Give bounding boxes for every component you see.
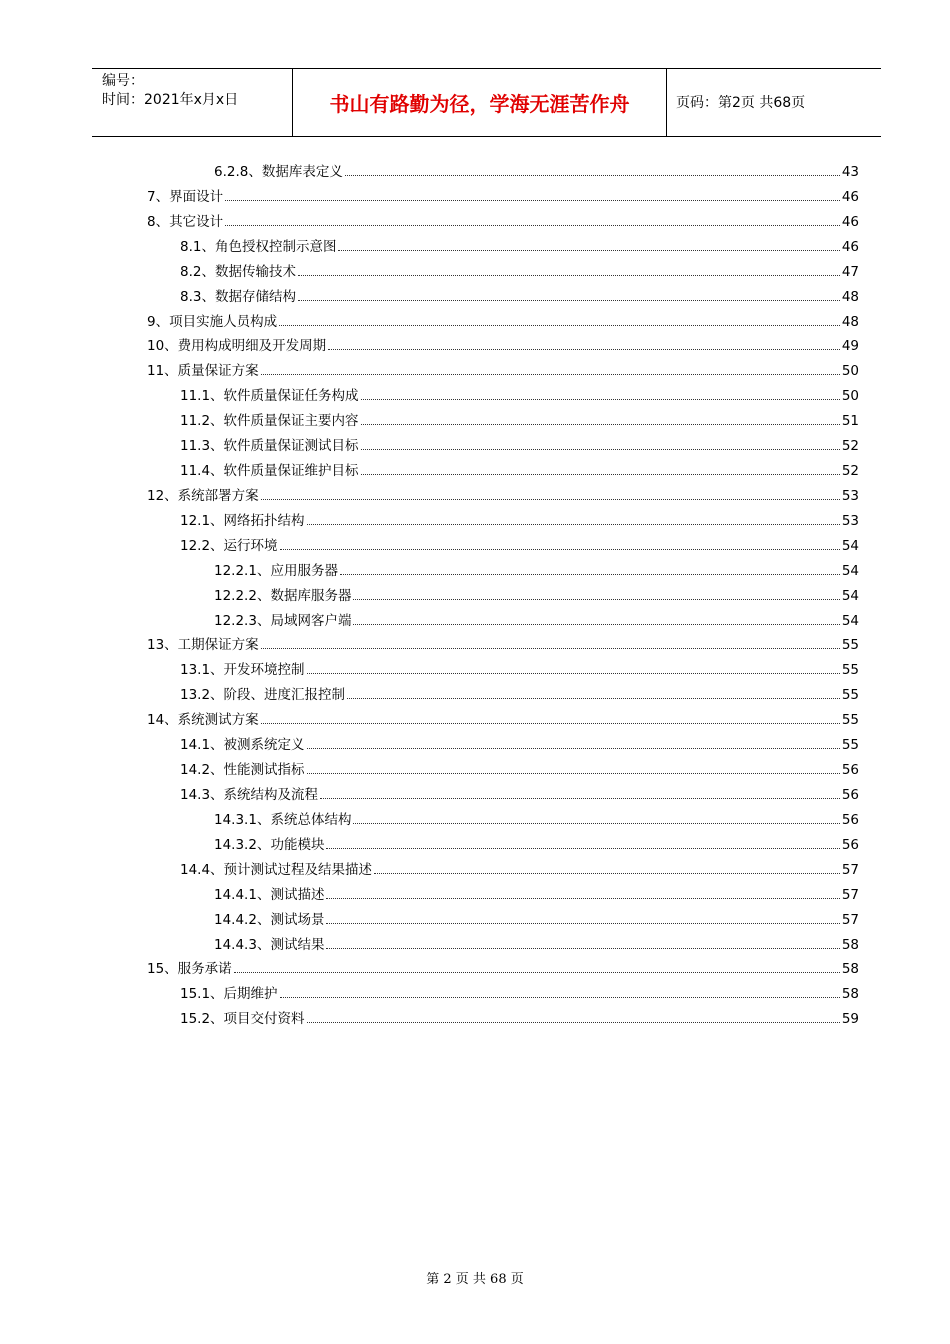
toc-entry-page-number: 52: [841, 438, 859, 455]
toc-entry-page-number: 54: [841, 562, 859, 579]
toc-entry[interactable]: [214, 159, 859, 181]
toc-entry-page-number: 54: [841, 612, 859, 629]
toc-leader-dots: [326, 948, 839, 949]
toc-entry-title: 12.1、网络拓扑结构: [180, 512, 305, 529]
toc-leader-dots: [326, 848, 839, 849]
toc-entry-title: 8.1、角色授权控制示意图: [180, 238, 337, 255]
document-number-label: 编号：: [102, 73, 144, 89]
toc-entry[interactable]: [180, 981, 859, 1003]
toc-entry-title: 14.3、系统结构及流程: [180, 787, 319, 803]
toc-entry-title: 13、工期保证方案: [147, 637, 259, 654]
toc-entry-title: 9、项目实施人员构成: [147, 313, 278, 330]
header-page-cell: [666, 69, 881, 136]
toc-leader-dots: [340, 574, 840, 575]
toc-entry[interactable]: [180, 732, 859, 754]
toc-entry[interactable]: [147, 707, 859, 729]
toc-entry-title: 12.2.2、数据库服务器: [214, 587, 352, 604]
toc-entry[interactable]: [180, 757, 859, 779]
toc-leader-dots: [261, 723, 840, 724]
header-page-code: 页码：第2页 共68页: [676, 95, 806, 111]
toc-leader-dots: [361, 449, 840, 450]
toc-leader-dots: [326, 923, 839, 924]
toc-entry-title: 15.1、后期维护: [180, 986, 278, 1003]
toc-entry-title: 12、系统部署方案: [147, 487, 259, 504]
toc-leader-dots: [279, 325, 840, 326]
toc-leader-dots: [338, 250, 839, 251]
toc-entry-title: 12.2.3、局域网客户端: [214, 612, 352, 629]
toc-leader-dots: [361, 424, 840, 425]
toc-entry-page-number: 55: [841, 637, 859, 654]
toc-entry-title: 8.3、数据存储结构: [180, 288, 296, 305]
page-footer: 第 2 页 共 68 页: [426, 1272, 524, 1287]
toc-entry-title: 12.2.1、应用服务器: [214, 562, 338, 579]
toc-entry-page-number: 51: [841, 413, 859, 430]
toc-leader-dots: [225, 200, 840, 201]
toc-entry[interactable]: [180, 782, 859, 804]
toc-entry-title: 12.2、运行环境: [180, 537, 278, 554]
toc-entry[interactable]: [147, 333, 859, 355]
toc-entry[interactable]: [147, 358, 859, 380]
toc-entry[interactable]: [214, 907, 859, 929]
toc-leader-dots: [353, 624, 839, 625]
toc-entry-title: 14.4.3、测试结果: [214, 936, 325, 953]
toc-entry-page-number: 53: [841, 487, 859, 504]
toc-leader-dots: [225, 225, 840, 226]
toc-entry-page-number: 50: [841, 388, 859, 405]
toc-entry[interactable]: [180, 458, 859, 480]
header-motto: 书山有路勤为径，学海无涯苦作舟: [329, 92, 630, 116]
toc-leader-dots: [307, 1022, 840, 1023]
toc-entry-page-number: 57: [841, 886, 859, 903]
toc-entry[interactable]: [180, 682, 859, 704]
toc-entry[interactable]: [180, 533, 859, 555]
toc-entry-page-number: 57: [841, 911, 859, 928]
toc-entry[interactable]: [214, 882, 859, 904]
toc-leader-dots: [347, 698, 840, 699]
toc-entry[interactable]: [147, 209, 859, 231]
toc-entry-title: 15.2、项目交付资料: [180, 1011, 305, 1028]
toc-leader-dots: [353, 599, 839, 600]
toc-entry-page-number: 48: [841, 313, 859, 330]
toc-entry[interactable]: [147, 956, 859, 978]
toc-entry-title: 7、界面设计: [147, 188, 224, 205]
toc-entry-title: 6.2.8、数据库表定义: [214, 164, 343, 180]
toc-entry-title: 10、费用构成明细及开发周期: [147, 338, 327, 355]
toc-entry-page-number: 56: [841, 811, 859, 828]
toc-entry[interactable]: [180, 383, 859, 405]
toc-entry-title: 14.1、被测系统定义: [180, 737, 305, 754]
toc-entry-page-number: 58: [841, 936, 859, 953]
toc-entry-page-number: 46: [841, 238, 859, 255]
toc-leader-dots: [345, 175, 840, 176]
toc-entry[interactable]: [180, 657, 859, 679]
toc-leader-dots: [361, 399, 840, 400]
toc-entry-page-number: 50: [841, 363, 859, 380]
toc-leader-dots: [298, 300, 840, 301]
toc-entry[interactable]: [214, 583, 859, 605]
toc-entry-page-number: 55: [841, 737, 859, 754]
toc-entry[interactable]: [214, 807, 859, 829]
toc-entry-page-number: 47: [841, 263, 859, 280]
toc-entry[interactable]: [180, 857, 859, 879]
toc-entry-title: 8.2、数据传输技术: [180, 263, 296, 280]
toc-entry-title: 14、系统测试方案: [147, 712, 259, 729]
toc-entry[interactable]: [147, 309, 859, 331]
toc-entry-title: 11.3、软件质量保证测试目标: [180, 438, 359, 455]
toc-leader-dots: [328, 349, 840, 350]
toc-entry-page-number: 54: [841, 587, 859, 604]
toc-leader-dots: [298, 275, 840, 276]
toc-entry-title: 8、其它设计: [147, 213, 224, 230]
toc-entry[interactable]: [147, 483, 859, 505]
toc-entry-title: 13.1、开发环境控制: [180, 662, 305, 679]
toc-leader-dots: [361, 474, 840, 475]
toc-entry-title: 11.1、软件质量保证任务构成: [180, 388, 359, 405]
page-header: [92, 68, 881, 137]
toc-entry-page-number: 56: [841, 787, 859, 803]
toc-leader-dots: [261, 648, 840, 649]
toc-entry-page-number: 54: [841, 537, 859, 554]
toc-entry-page-number: 52: [841, 463, 859, 480]
toc-entry[interactable]: [214, 832, 859, 854]
toc-leader-dots: [261, 374, 840, 375]
toc-entry-title: 14.3.1、系统总体结构: [214, 811, 352, 828]
toc-entry-title: 14.4、预计测试过程及结果描述: [180, 861, 373, 878]
toc-entry-page-number: 46: [841, 188, 859, 205]
toc-leader-dots: [261, 499, 840, 500]
toc-leader-dots: [353, 823, 839, 824]
toc-entry-page-number: 53: [841, 512, 859, 529]
toc-leader-dots: [307, 673, 840, 674]
toc-entry[interactable]: [214, 932, 859, 954]
header-motto-cell: [292, 69, 667, 136]
toc-entry-title: 15、服务承诺: [147, 961, 232, 978]
toc-entry-title: 14.4.1、测试描述: [214, 886, 325, 903]
toc-entry[interactable]: [147, 632, 859, 654]
toc-entry-title: 14.3.2、功能模块: [214, 836, 325, 853]
toc-entry-page-number: 43: [841, 164, 859, 180]
toc-entry[interactable]: [147, 184, 859, 206]
toc-leader-dots: [307, 748, 840, 749]
toc-entry[interactable]: [180, 433, 859, 455]
toc-leader-dots: [374, 873, 840, 874]
toc-entry[interactable]: [214, 558, 859, 580]
toc-entry-page-number: 56: [841, 836, 859, 853]
toc-entry-page-number: 56: [841, 762, 859, 779]
toc-entry-page-number: 48: [841, 288, 859, 305]
toc-entry[interactable]: [180, 284, 859, 306]
toc-entry[interactable]: [180, 259, 859, 281]
toc-entry-page-number: 55: [841, 662, 859, 679]
toc-leader-dots: [320, 798, 840, 799]
toc-entry[interactable]: [180, 1006, 859, 1028]
header-info-cell: [92, 69, 292, 136]
toc-entry-title: 13.2、阶段、进度汇报控制: [180, 687, 346, 704]
toc-entry-page-number: 58: [841, 961, 859, 978]
toc-entry[interactable]: [180, 408, 859, 430]
toc-entry[interactable]: [180, 234, 859, 256]
toc-entry-page-number: 57: [841, 861, 859, 878]
toc-leader-dots: [307, 524, 840, 525]
toc-leader-dots: [326, 898, 839, 899]
toc-entry-title: 11.4、软件质量保证维护目标: [180, 463, 359, 480]
toc-leader-dots: [234, 972, 840, 973]
toc-entry-page-number: 49: [841, 338, 859, 355]
toc-leader-dots: [307, 773, 840, 774]
toc-entry[interactable]: [180, 508, 859, 530]
toc-entry-page-number: 46: [841, 213, 859, 230]
toc-entry-title: 14.2、性能测试指标: [180, 762, 305, 779]
toc-leader-dots: [280, 997, 840, 998]
toc-entry-page-number: 55: [841, 712, 859, 729]
toc-entry-title: 11.2、软件质量保证主要内容: [180, 413, 359, 430]
toc-entry[interactable]: [214, 608, 859, 630]
toc-entry-page-number: 59: [841, 1011, 859, 1028]
toc-entry-page-number: 58: [841, 986, 859, 1003]
toc-entry-title: 14.4.2、测试场景: [214, 911, 325, 928]
document-time-label: 时间：2021年x月x日: [102, 92, 239, 108]
toc-entry-page-number: 55: [841, 687, 859, 704]
toc-leader-dots: [280, 549, 840, 550]
toc-entry-title: 11、质量保证方案: [147, 363, 259, 380]
